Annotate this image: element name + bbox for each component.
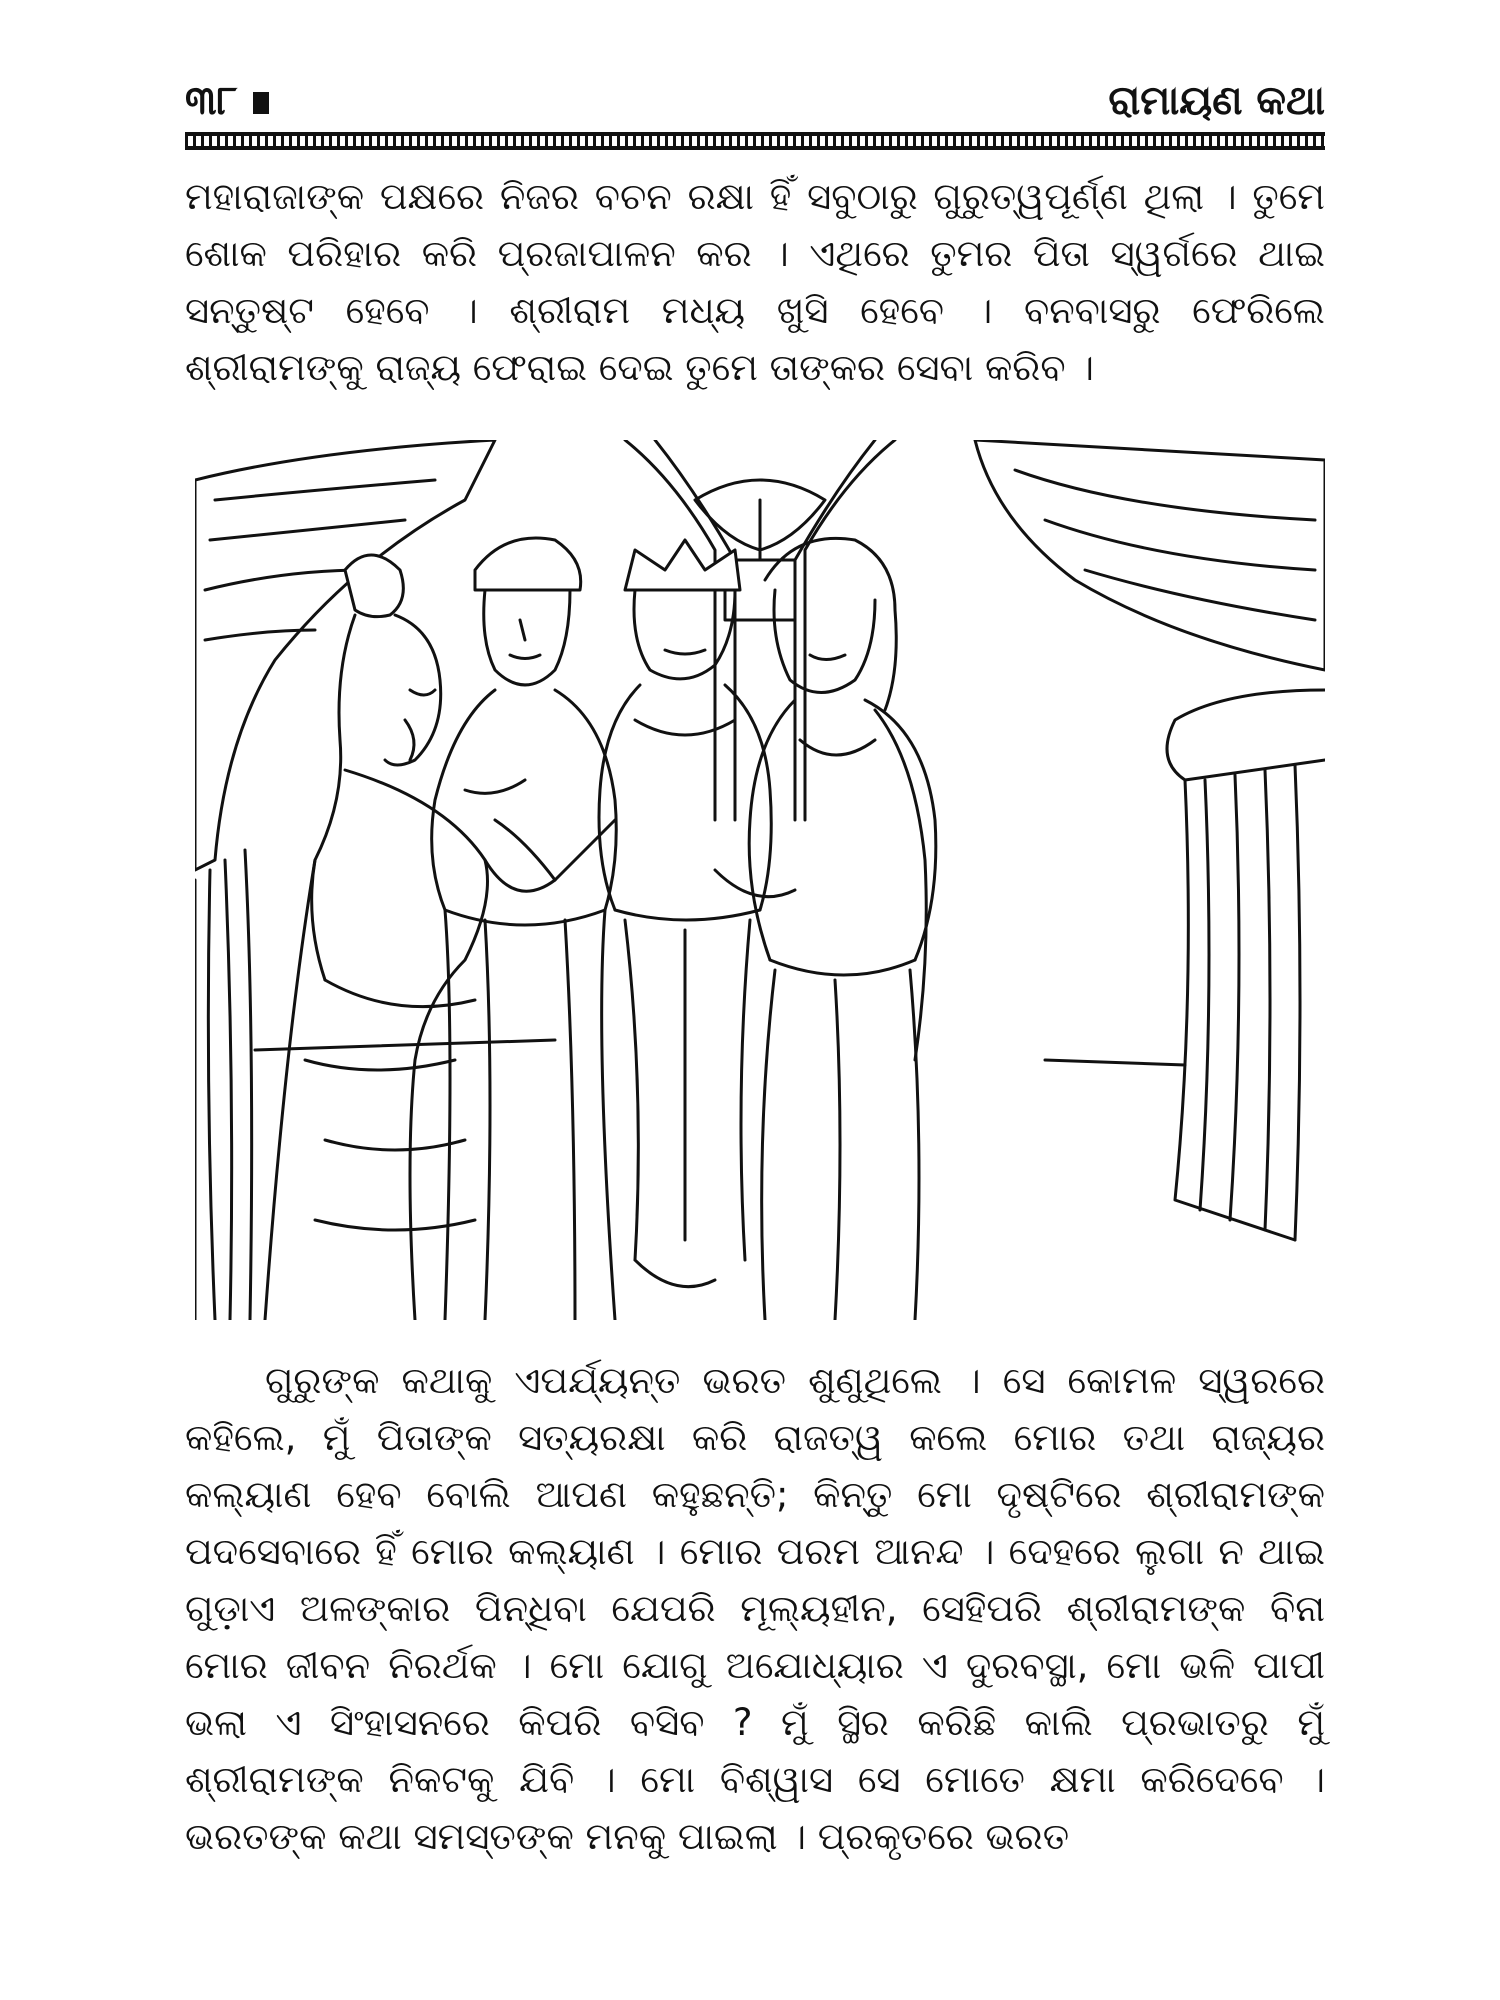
square-bullet-icon	[253, 92, 269, 114]
header-rule	[185, 132, 1325, 150]
page-number-text: ୩୮	[185, 78, 238, 124]
wall-line	[255, 1040, 555, 1050]
prince-crown-figure	[599, 540, 771, 1287]
paragraph-top: ମହାରାଜାଙ୍କ ପକ୍ଷରେ ନିଜର ବଚନ ରକ୍ଷା ହିଁ ସବୁଠାରୁ ଗୁରୁତ୍ୱପୂର୍ଣ୍ଣ ଥିଲା । ତୁମେ ଶୋକ ପରିହାର କରି ପ୍ରଜାପାଳନ କର । ଏଥିରେ ତୁମର ପିତା ସ୍ୱର୍ଗରେ ଥାଇ ସନ୍ତୁଷ୍ଟ ହେବେ । ଶ୍ରୀରାମ ମଧ୍ୟ ଖୁସି ହେବେ । ବନବାସରୁ ଫେରିଲେ ଶ୍ରୀରାମଙ୍କୁ ରାଜ୍ୟ ଫେରାଇ ଦେଇ ତୁମେ ତାଙ୍କର ସେବା କରିବ ।	[185, 175, 1325, 389]
page-header	[185, 78, 1325, 138]
sage-figure	[265, 555, 615, 1320]
paragraph-bottom: ଗୁରୁଙ୍କ କଥାକୁ ଏପର୍ଯ୍ୟନ୍ତ ଭରତ ଶୁଣୁଥିଲେ । ସେ କୋମଳ ସ୍ୱରରେ କହିଲେ, ମୁଁ ପିତାଙ୍କ ସତ୍ୟରକ୍ଷା କରି ରାଜତ୍ୱ କଲେ ମୋର ତଥା ରାଜ୍ୟର କଲ୍ୟାଣ ହେବ ବୋଲି ଆପଣ କହୁଛନ୍ତି; କିନ୍ତୁ ମୋ ଦୃଷ୍ଟିରେ ଶ୍ରୀରାମଙ୍କ ପଦସେବାରେ ହିଁ ମୋର କଲ୍ୟାଣ । ମୋର ପରମ ଆନନ୍ଦ । ଦେହରେ ଲୁଗା ନ ଥାଇ ଗୁଡ଼ାଏ ଅଳଙ୍କାର ପିନ୍ଧିବା ଯେପରି ମୂଲ୍ୟହୀନ, ସେହିପରି ଶ୍ରୀରାମଙ୍କ ବିନା ମୋର ଜୀବନ ନିରର୍ଥକ । ମୋ ଯୋଗୁ ଅଯୋଧ୍ୟାର ଏ ଦୁରବସ୍ଥା, ମୋ ଭଳି ପାପୀ ଭଲା ଏ ସିଂହାସନରେ କିପରି ବସିବ ? ମୁଁ ସ୍ଥିର କରିଛି କାଲି ପ୍ରଭାତରୁ ମୁଁ ଶ୍ରୀରାମଙ୍କ ନିକଟକୁ ଯିବି । ମୋ ବିଶ୍ୱାସ ସେ ମୋତେ କ୍ଷମା କରିଦେବେ । ଭରତଙ୍କ କଥା ସମସ୍ତଙ୍କ ମନକୁ ପାଇଲା । ପ୍ରକୃତରେ ଭରତ	[185, 1359, 1325, 1858]
prince-turban-figure	[432, 538, 617, 1320]
illustration-drawing	[195, 440, 1325, 1320]
illustration	[195, 440, 1325, 1320]
wall-line-right	[1045, 1060, 1185, 1065]
page-number	[185, 78, 269, 124]
right-curtain	[975, 440, 1325, 1240]
book-title: ରାମାୟଣ କଥା	[1108, 78, 1325, 124]
